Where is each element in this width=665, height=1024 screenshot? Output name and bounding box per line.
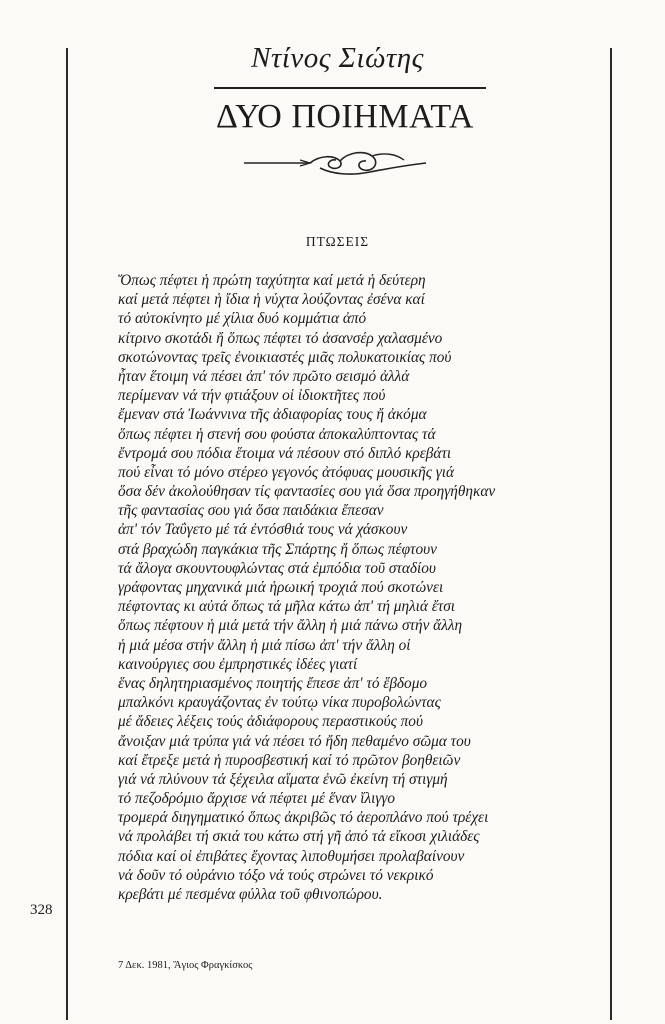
poem-line: ὅπως πέφτει ἡ στενή σου φούστα ἀποκαλύπτοντας τά (118, 425, 436, 443)
poem-line: τό πεζοδρόμιο ἄρχισε νά πέφτει μέ ἕναν ἴλιγγο (118, 790, 396, 808)
poem-line: ἡ μιά μέσα στήν ἄλλη ἡ μιά πίσω ἀπ' τήν ἄλλη οἱ (118, 636, 411, 654)
poem-line: μέ ἄδειες λέξεις τούς ἀδιάφορους περαστικούς πού (118, 713, 423, 731)
poem-date-place: 7 Δεκ. 1981, Ἅγιος Φραγκίσκος (118, 960, 253, 971)
poem-line: πέφτοντας κι αὐτά ὅπως τά μῆλα κάτω ἀπ' τή μηλιά ἔτσι (118, 598, 456, 616)
poem-line: μπαλκόνι κραυγάζοντας ἐν τούτῳ νίκα πυροβολώντας (118, 694, 441, 712)
poem-line: στά βραχώδη παγκάκια τῆς Σπάρτης ἤ ὅπως πέφτουν (118, 540, 437, 558)
page-title: ΔΥΟ ΠΟΙΗΜΑΤΑ (216, 98, 474, 135)
poem-line: ὅπως πέφτουν ἡ μιά μετά τήν ἄλλη ἡ μιά πάνω στήν ἄλλη (118, 617, 463, 635)
left-margin-rule (66, 48, 68, 1020)
poem-line: καί μετά πέφτει ἡ ἴδια ἡ νύχτα λούζοντας ἐσένα καί (118, 291, 425, 309)
poem-line: τῆς φαντασίας σου γιά ὅσα παιδάκια ἔπεσαν (118, 502, 384, 520)
poem-line: νά δοῦν τό οὐράνιο τόξο νά τούς στρώνει τό νεκρικό (118, 866, 434, 884)
poem-title: ΠΤΩΣΕΙΣ (305, 234, 370, 249)
poem-line: τρομερά διηγηματικό ὅπως ἀκριβῶς τό ἀεροπλάνο πού τρέχει (118, 809, 489, 827)
poem-line: κρεβάτι μέ πεσμένα φύλλα τοῦ φθινοπώρου. (118, 886, 383, 903)
poem-line: τά ἄλογα σκουντουφλώντας στά ἐμπόδια τοῦ σταδίου (118, 559, 436, 577)
poem-line: καινούργιες σου ἐμπρηστικές ἰδέες γιατί (118, 655, 358, 673)
poem-line: τό αὐτοκίνητο μέ χίλια δυό κομμάτια ἀπό (118, 310, 367, 328)
poem-line: πού εἶναι τό μόνο στέρεο γεγονός ἀτόφυας μουσικῆς γιά (118, 463, 455, 481)
poem-line: γιά νά πλύνουν τά ξέχειλα αἵματα ἐνῶ ἐκείνη τή στιγμή (118, 770, 448, 788)
poem-line: κίτρινο σκοτάδι ἤ ὅπως πέφτει τό ἀσανσέρ χαλασμένο (118, 329, 443, 347)
poem-line: ἔντρομά σου πόδια ἕτοιμα νά πέσουν στό διπλό κρεβάτι (118, 444, 452, 462)
poem-line: ἦταν ἕτοιμη νά πέσει ἀπ' τόν πρῶτο σεισμό ἀλλά (118, 367, 410, 385)
poem-line: νά προλάβει τή σκιά του κάτω στή γῆ ἀπό τά εἴκοσι χιλιάδες (118, 828, 480, 846)
poem-line: ὅσα δέν ἀκολούθησαν τίς φαντασίες σου γιά ὅσα προηγήθηκαν (118, 483, 496, 501)
author-name: Ντίνος Σιώτης (251, 42, 424, 74)
poem-line: καί ἔτρεξε μετά ἡ πυροσβεστική καί τό πρῶτον βοηθειῶν (118, 751, 461, 769)
poem-line: ἀπ' τόν Ταΰγετο μέ τά ἐντόσθιά τους νά χάσκουν (118, 521, 408, 539)
poem-body (118, 271, 495, 904)
poem-line: πόδια καί οἱ ἐπιβάτες ἔχοντας λιποθυμήσει προλαβαίνουν (118, 847, 465, 865)
poem-line: γράφοντας μηχανικά μιά ἡρωική τροχιά πού σκοτώνει (118, 579, 444, 596)
poem-line: περίμεναν νά τήν φτιάξουν οἱ ἰδιοκτῆτες πού (118, 387, 386, 405)
poem-line: ἕνας δηλητηριασμένος ποιητής ἔπεσε ἀπ' τό ἕβδομο (118, 674, 428, 692)
poem-line: ἄνοιξαν μιά τρύπα γιά νά πέσει τό ἤδη πεθαμένο σῶμα του (118, 732, 471, 750)
flourish-ornament-icon (240, 146, 430, 180)
right-margin-rule (610, 48, 612, 1020)
poem-line: ἔμεναν στά Ἰωάννινα τῆς ἀδιαφορίας τους ἤ ἀκόμα (118, 406, 427, 424)
poem-line: σκοτώνοντας τρεῖς ἐνοικιαστές μιᾶς πολυκατοικίας πού (118, 348, 452, 366)
title-divider-line (214, 87, 486, 89)
poem-line: Ὅπως πέφτει ἡ πρώτη ταχύτητα καί μετά ἡ δεύτερη (118, 272, 426, 289)
page-number: 328 (30, 902, 53, 918)
